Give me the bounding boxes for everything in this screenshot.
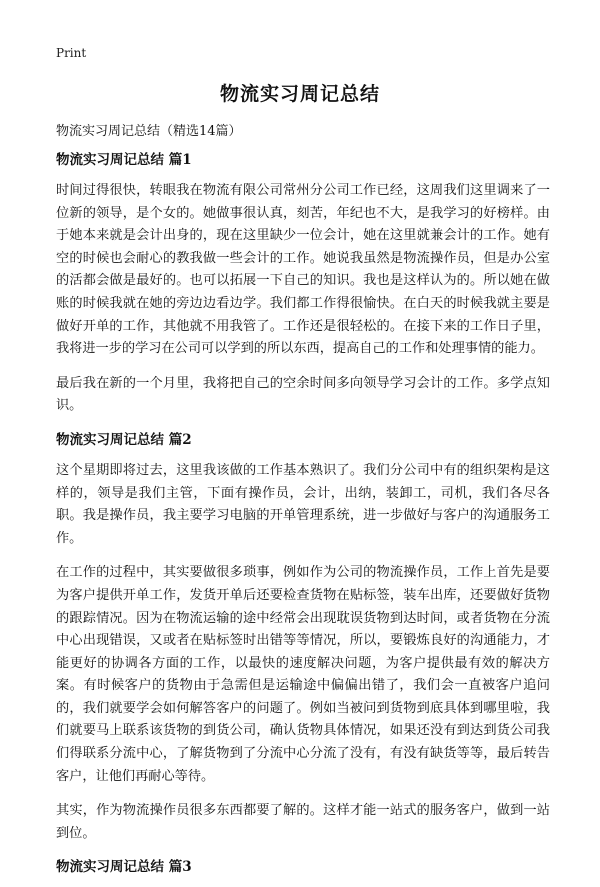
paragraph: 最后我在新的一个月里，我将把自己的空余时间多向领导学习会计的工作。多学点知识。 [56, 375, 550, 414]
paragraph: 在工作的过程中，其实要做很多琐事，例如作为公司的物流操作员，工作上首先是要为客户提供开单工作，发货开单后还要检查货物在贴标签，装车出库，还要做好货物的跟踪情况。因为在物流运输的途中经常会出现耽误货物到达时间，或者货物在分流中心出现错误，又或者在贴标签时出错等等情况，所以，要锻炼良好的沟通能力，才能更好的协调各方面的工作，以最快的速度解决问题，为客户提供最有效的解决方案。有时候客户的货物由于急需但是运输途中偏偏出错了，我们会一直被客户追问的，我们就要学会如何解答客户的问题了。例如当被问到货物到底具体到哪里啦，我们就要马上联系该货物的到货公司，确认货物具体情况，如果还没有到达到货公司我们得联系分流中心，了解货物到了分流中心分流了没有，有没有缺货等等，最后转告客户，让他们再耐心等待。 [56, 565, 550, 784]
paragraph: 时间过得很快，转眼我在物流有限公司常州分公司工作已经，这周我们这里调来了一位新的领导，是个女的。她做事很认真，刻苦，年纪也不大，是我学习的好榜样。由于她本来就是会计出身的，现在这里缺少一位会计，她在这里就兼会计的工作。她有空的时候也会耐心的教我做一些会计的工作。她说我虽然是物流操作员，但是办公室的活都会做是最好的。也可以拓展一下自己的知识。我也是这样认为的。所以她在做账的时候我就在她的旁边边看边学。我们都工作得很愉快。在白天的时候我就主要是做好开单的工作，其他就不用我管了。工作还是很轻松的。在接下来的工作日子里，我将进一步的学习在公司可以学到的所以东西，提高自己的工作和处理事情的能力。 [56, 183, 550, 357]
section-heading: 物流实习周记总结 篇2 [56, 431, 192, 448]
section-heading: 物流实习周记总结 篇1 [56, 152, 192, 168]
paragraph: 这个星期即将过去，这里我该做的工作基本熟识了。我们分公司中有的组织架构是这样的，领导是我们主管，下面有操作员，会计，出纳，装卸工，司机，我们各尽各职。我是操作员，我主要学习电脑的开单管理系统，进一步做好与客户的沟通服务工作。 [56, 462, 550, 546]
page-title: 物流实习周记总结 [219, 83, 380, 105]
section-3 [56, 857, 550, 877]
document-subtitle: 物流实习周记总结（精选14篇） [56, 124, 242, 139]
print-link[interactable]: Print [56, 46, 87, 60]
section-heading: 物流实习周记总结 篇3 [56, 859, 192, 876]
section-2 [56, 430, 550, 846]
section-1 [56, 150, 550, 418]
document-body [56, 150, 550, 887]
paragraph: 其实，作为物流操作员很多东西都要了解的。这样才能一站式的服务客户，做到一站到位。 [56, 803, 550, 841]
